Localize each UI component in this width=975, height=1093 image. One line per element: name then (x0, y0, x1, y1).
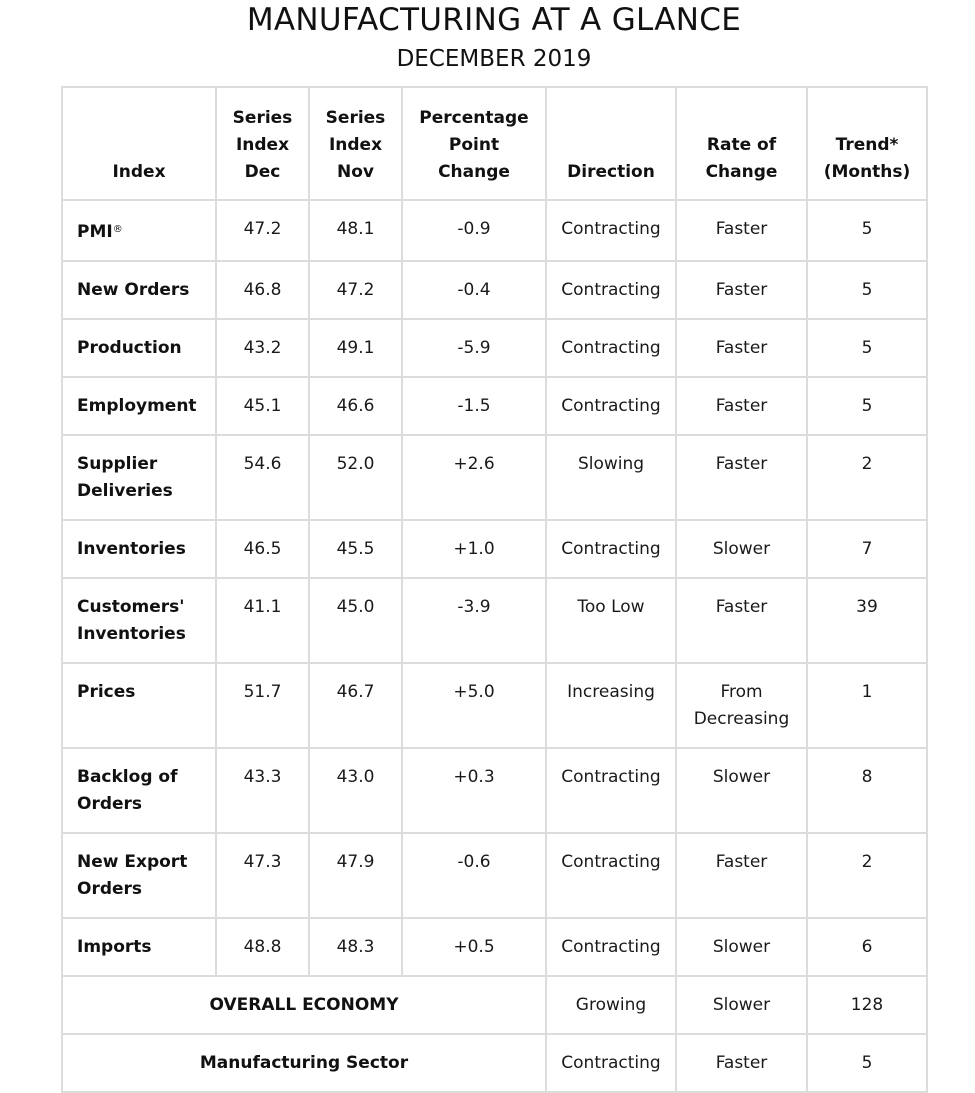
header-trend-line: (Months) (823, 162, 911, 182)
header-dec-line: Dec (244, 162, 281, 182)
series-dec-value: 46.8 (243, 280, 282, 300)
change-value: +2.6 (453, 454, 495, 474)
rate-value: Decreasing (693, 709, 790, 729)
index-name: Imports (77, 937, 152, 957)
index-name-cell (62, 200, 216, 261)
direction-value: Contracting (561, 396, 661, 416)
rate-cell (676, 1034, 807, 1092)
summary-label: OVERALL ECONOMY (209, 995, 399, 1015)
trend-value: 5 (861, 280, 873, 300)
change-cell (402, 435, 546, 520)
rate-cell (676, 578, 807, 663)
table-row (62, 520, 927, 578)
series-nov-value: 45.0 (336, 597, 375, 617)
trend-value: 1 (861, 682, 873, 702)
table-row (62, 918, 927, 976)
rate-cell (676, 377, 807, 435)
direction-cell (546, 578, 676, 663)
series-dec-value: 51.7 (243, 682, 282, 702)
index-name: PMI (77, 222, 113, 242)
header-trend (807, 87, 927, 200)
direction-cell (546, 663, 676, 748)
trend-value: 8 (861, 767, 873, 787)
trend-value: 5 (861, 396, 873, 416)
index-name: New Orders (77, 280, 190, 300)
trend-cell (807, 200, 927, 261)
trend-value: 5 (861, 1053, 873, 1073)
direction-cell (546, 1034, 676, 1092)
summary-row (62, 1034, 927, 1092)
series-nov-cell (309, 200, 402, 261)
index-name: Orders (77, 794, 143, 814)
direction-value: Contracting (561, 539, 661, 559)
rate-value: Faster (715, 597, 768, 617)
series-nov-cell (309, 319, 402, 377)
table-row (62, 748, 927, 833)
rate-cell (676, 918, 807, 976)
series-nov-cell (309, 261, 402, 319)
series-nov-value: 52.0 (336, 454, 375, 474)
direction-cell (546, 377, 676, 435)
series-dec-value: 41.1 (243, 597, 282, 617)
series-nov-cell (309, 663, 402, 748)
index-name-cell (62, 833, 216, 918)
rate-value: Faster (715, 396, 768, 416)
index-name-cell (62, 435, 216, 520)
trend-cell (807, 319, 927, 377)
change-cell (402, 319, 546, 377)
trend-cell (807, 435, 927, 520)
series-dec-value: 48.8 (243, 937, 282, 957)
change-cell (402, 833, 546, 918)
rate-value: Faster (715, 338, 768, 358)
direction-cell (546, 520, 676, 578)
series-dec-cell (216, 833, 309, 918)
header-index (62, 87, 216, 200)
rate-value: From (720, 682, 763, 702)
rate-cell (676, 663, 807, 748)
direction-value: Contracting (561, 338, 661, 358)
trend-cell (807, 663, 927, 748)
index-name-cell (62, 578, 216, 663)
direction-value: Slowing (577, 454, 645, 474)
direction-cell (546, 200, 676, 261)
direction-value: Increasing (567, 682, 655, 702)
direction-cell (546, 319, 676, 377)
rate-value: Faster (715, 1053, 768, 1073)
index-name: Customers' (77, 597, 185, 617)
summary-row (62, 976, 927, 1034)
rate-cell (676, 833, 807, 918)
manufacturing-table (61, 86, 928, 1093)
change-cell (402, 578, 546, 663)
series-nov-value: 47.9 (336, 852, 375, 872)
header-direction-label: Direction (567, 162, 655, 182)
table-body (62, 200, 927, 1092)
series-dec-value: 47.3 (243, 852, 282, 872)
index-name-cell (62, 377, 216, 435)
index-name: Supplier (77, 454, 158, 474)
series-dec-cell (216, 377, 309, 435)
series-dec-cell (216, 578, 309, 663)
header-dec-line: Index (235, 135, 290, 155)
index-name: Inventories (77, 539, 186, 559)
series-dec-cell (216, 748, 309, 833)
rate-cell (676, 748, 807, 833)
index-name: Inventories (77, 624, 186, 644)
page-title: MANUFACTURING AT A GLANCE (246, 2, 742, 38)
header-nov-line: Index (328, 135, 383, 155)
header-change-line: Percentage (419, 108, 529, 128)
header-rate-of-change (676, 87, 807, 200)
header-series-nov (309, 87, 402, 200)
rate-value: Slower (712, 995, 771, 1015)
trend-cell (807, 261, 927, 319)
direction-cell (546, 976, 676, 1034)
change-cell (402, 261, 546, 319)
series-dec-value: 45.1 (243, 396, 282, 416)
change-value: -3.9 (457, 597, 491, 617)
series-dec-value: 43.3 (243, 767, 282, 787)
header-direction (546, 87, 676, 200)
direction-cell (546, 435, 676, 520)
series-nov-value: 43.0 (336, 767, 375, 787)
header-nov-line: Series (325, 108, 386, 128)
table-row (62, 261, 927, 319)
series-nov-value: 46.6 (336, 396, 375, 416)
change-value: +1.0 (453, 539, 495, 559)
index-name-cell (62, 319, 216, 377)
index-name-cell (62, 918, 216, 976)
series-dec-value: 54.6 (243, 454, 282, 474)
rate-value: Faster (715, 852, 768, 872)
change-cell (402, 663, 546, 748)
rate-cell (676, 976, 807, 1034)
trend-value: 128 (850, 995, 884, 1015)
change-cell (402, 377, 546, 435)
change-value: +0.3 (453, 767, 495, 787)
rate-value: Faster (715, 219, 768, 239)
series-nov-value: 49.1 (336, 338, 375, 358)
series-nov-cell (309, 520, 402, 578)
index-name: Employment (77, 396, 197, 416)
rate-value: Faster (715, 280, 768, 300)
direction-value: Contracting (561, 1053, 661, 1073)
series-nov-cell (309, 435, 402, 520)
series-nov-value: 48.1 (336, 219, 375, 239)
series-dec-cell (216, 200, 309, 261)
rate-cell (676, 520, 807, 578)
summary-label: Manufacturing Sector (199, 1053, 409, 1073)
index-name: Backlog of (77, 767, 178, 787)
index-name-cell (62, 748, 216, 833)
change-cell (402, 918, 546, 976)
index-name-cell (62, 261, 216, 319)
series-dec-cell (216, 261, 309, 319)
trend-cell (807, 918, 927, 976)
header-nov-line: Nov (337, 162, 374, 182)
rate-cell (676, 261, 807, 319)
direction-value: Contracting (561, 219, 661, 239)
series-nov-cell (309, 377, 402, 435)
table-row (62, 200, 927, 261)
change-value: -5.9 (457, 338, 491, 358)
change-value: -0.6 (457, 852, 491, 872)
direction-value: Contracting (561, 767, 661, 787)
trend-value: 5 (861, 338, 873, 358)
change-cell (402, 200, 546, 261)
change-value: -0.9 (457, 219, 491, 239)
series-dec-cell (216, 520, 309, 578)
rate-cell (676, 435, 807, 520)
trend-cell (807, 833, 927, 918)
rate-value: Slower (712, 767, 771, 787)
series-nov-value: 46.7 (336, 682, 375, 702)
direction-value: Contracting (561, 937, 661, 957)
change-value: -1.5 (457, 396, 491, 416)
index-name: Production (77, 338, 182, 358)
trend-cell (807, 578, 927, 663)
change-value: +5.0 (453, 682, 495, 702)
trend-value: 5 (861, 219, 873, 239)
trend-value: 6 (861, 937, 873, 957)
header-trend-line: Trend* (835, 135, 899, 155)
registered-mark: ® (112, 224, 123, 235)
series-nov-value: 47.2 (336, 280, 375, 300)
rate-value: Faster (715, 454, 768, 474)
page-subtitle: DECEMBER 2019 (396, 46, 592, 72)
header-index-label: Index (112, 162, 166, 182)
header-series-dec (216, 87, 309, 200)
table-row (62, 833, 927, 918)
rate-value: Slower (712, 937, 771, 957)
series-dec-value: 46.5 (243, 539, 282, 559)
series-dec-cell (216, 918, 309, 976)
change-value: +0.5 (453, 937, 495, 957)
index-name-cell (62, 520, 216, 578)
index-name: Prices (77, 682, 136, 702)
direction-cell (546, 261, 676, 319)
header-percentage-change (402, 87, 546, 200)
table-row (62, 319, 927, 377)
rate-cell (676, 200, 807, 261)
header-dec-line: Series (232, 108, 293, 128)
direction-value: Contracting (561, 280, 661, 300)
series-nov-value: 45.5 (336, 539, 375, 559)
change-cell (402, 748, 546, 833)
series-dec-cell (216, 435, 309, 520)
table-row (62, 377, 927, 435)
summary-label-cell (62, 1034, 546, 1092)
change-value: -0.4 (457, 280, 491, 300)
series-nov-cell (309, 578, 402, 663)
index-name: New Export (77, 852, 188, 872)
direction-value: Growing (575, 995, 647, 1015)
header-change-line: Change (438, 162, 510, 182)
series-dec-cell (216, 663, 309, 748)
direction-cell (546, 748, 676, 833)
table-row (62, 578, 927, 663)
index-name-cell (62, 663, 216, 748)
table-row (62, 663, 927, 748)
trend-cell (807, 748, 927, 833)
series-nov-value: 48.3 (336, 937, 375, 957)
header-rate-line: Rate of (706, 135, 777, 155)
index-name: Orders (77, 879, 143, 899)
direction-value: Contracting (561, 852, 661, 872)
direction-cell (546, 918, 676, 976)
table-row (62, 435, 927, 520)
trend-value: 2 (861, 454, 873, 474)
rate-cell (676, 319, 807, 377)
trend-value: 7 (861, 539, 873, 559)
direction-cell (546, 833, 676, 918)
header-change-line: Point (448, 135, 500, 155)
index-name: Deliveries (77, 481, 173, 501)
series-dec-value: 43.2 (243, 338, 282, 358)
series-nov-cell (309, 918, 402, 976)
table-header-row (62, 87, 927, 200)
rate-value: Slower (712, 539, 771, 559)
trend-cell (807, 377, 927, 435)
series-dec-value: 47.2 (243, 219, 282, 239)
direction-value: Too Low (577, 597, 645, 617)
header-rate-line: Change (705, 162, 778, 182)
summary-label-cell (62, 976, 546, 1034)
trend-value: 2 (861, 852, 873, 872)
series-dec-cell (216, 319, 309, 377)
trend-cell (807, 976, 927, 1034)
change-cell (402, 520, 546, 578)
series-nov-cell (309, 833, 402, 918)
series-nov-cell (309, 748, 402, 833)
trend-cell (807, 520, 927, 578)
trend-cell (807, 1034, 927, 1092)
trend-value: 39 (856, 597, 878, 617)
